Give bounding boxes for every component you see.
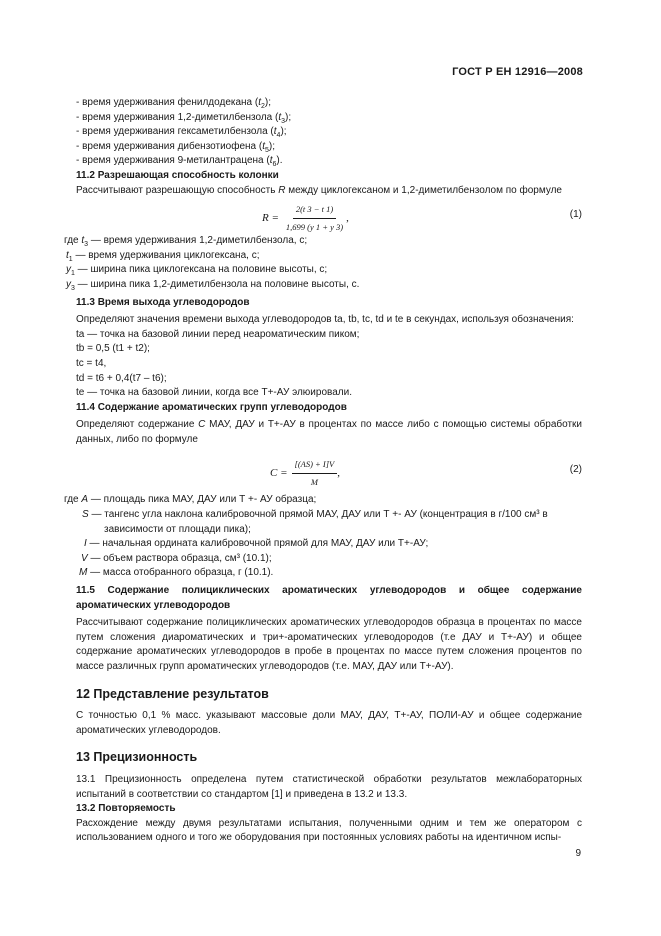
- page-content: [62, 96, 582, 846]
- formula-lhs: C =: [270, 467, 288, 480]
- var: y: [66, 278, 71, 290]
- var: t: [278, 111, 282, 123]
- where-text: — время удерживания 1,2-диметилбензола, с;: [88, 235, 308, 247]
- section-13-2-title: 13.2 Повторяемость: [76, 803, 176, 815]
- where-text: — объем раствора образца, см³ (10.1);: [87, 552, 272, 564]
- var: R: [278, 184, 286, 196]
- var: t: [269, 155, 273, 167]
- formula-2-expression: [270, 457, 340, 489]
- where-item: [62, 508, 582, 523]
- section-13-2-body: Расхождение между двумя результатами испытания, полученными одним и тем же оператором с использованием одного и того же оборудования при постоянных условиях работы на идентичном испы-: [76, 817, 582, 844]
- var: t: [258, 97, 262, 108]
- section-13-title: 13 Прецизионность: [76, 750, 198, 765]
- var-sub: 1: [68, 255, 73, 263]
- list-item-text: - время удерживания 1,2-диметилбензола (: [76, 111, 279, 123]
- where-item: [62, 552, 582, 567]
- fraction-numerator: 2(t 3 − t 1): [293, 202, 336, 219]
- var-sub: 4: [276, 132, 281, 140]
- formula-tail: ,: [337, 467, 340, 480]
- where-text: — ширина пика циклогексана на половине высоты, с;: [74, 264, 328, 276]
- doc-code-header: ГОСТ Р ЕН 12916—2008: [452, 66, 583, 78]
- section-11-5-body: Рассчитывают содержание полициклических ароматических углеводородов образца в процентах по массе путем сложения диароматических и три+-ароматических углеводородов (т.е ДАУ и Т+-АУ) и общее содержание ароматических углеводородов в пробе в процентах по массе путем сложения процентов по массе различных групп ароматических углеводородов (т.е. МАУ, ДАУ или Т+-АУ).: [76, 617, 582, 672]
- where-text: — ширина пика 1,2-диметилбензола на половине высоты, с.: [74, 278, 360, 290]
- list-item: ta — точка на базовой линии перед неароматическим пиком;: [76, 328, 360, 340]
- formula-2: [62, 457, 582, 488]
- section-12-body: С точностью 0,1 % масс. указывают массовые доли МАУ, ДАУ, Т+-АУ, ПОЛИ-АУ и общее содержание ароматических углеводородов.: [76, 710, 582, 736]
- where-prefix: где: [64, 235, 82, 247]
- where-list-2: [62, 493, 582, 581]
- retention-list: [62, 96, 582, 169]
- list-item: te — точка на базовой линии, когда все Т+-АУ элюировали.: [76, 387, 352, 399]
- list-item-tail: );: [268, 140, 276, 152]
- var-sub: 2: [261, 103, 265, 110]
- var-sub: 1: [71, 270, 75, 278]
- list-item-tail: );: [264, 97, 272, 108]
- section-11-3-title: 11.3 Время выхода углеводородов: [76, 296, 250, 308]
- list-item: tc = t4,: [76, 357, 107, 369]
- var-sub: 3: [84, 241, 89, 249]
- list-item-text: - время удерживания дибензотиофена (: [76, 140, 263, 152]
- list-item-tail: );: [280, 126, 287, 138]
- equation-number: (2): [569, 464, 582, 476]
- list-item-text: - время удерживания гексаметилбензола (: [76, 126, 274, 138]
- var: t: [66, 249, 69, 261]
- var: t: [273, 126, 277, 138]
- list-item: [62, 111, 582, 126]
- fraction-denominator: 1,699 (y 1 + y 3): [285, 221, 344, 232]
- section-12-title: 12 Представление результатов: [76, 686, 269, 701]
- intro-text: Рассчитывают разрешающую способность: [76, 184, 279, 196]
- var: y: [66, 264, 71, 276]
- list-item-text: - время удерживания фенилдодекана (: [76, 97, 259, 108]
- list-item: td = t6 + 0,4(t7 – t6);: [76, 372, 167, 384]
- where-item: [62, 278, 582, 293]
- where-item: [62, 263, 582, 278]
- where-item-continuation: зависимости от площади пика);: [104, 523, 251, 535]
- var: t: [81, 235, 85, 247]
- time-definitions: [62, 328, 582, 401]
- equation-number: (1): [569, 209, 582, 221]
- formula-1: [62, 202, 582, 230]
- list-item-tail: ).: [276, 155, 283, 167]
- fraction-numerator: [(AS) + I]V: [292, 457, 338, 474]
- var-sub: 3: [71, 284, 75, 292]
- section-11-4-intro: [62, 418, 582, 447]
- list-item: [62, 125, 582, 140]
- var: I: [84, 538, 87, 550]
- var: A: [81, 494, 89, 506]
- formula-1-expression: [262, 202, 349, 234]
- list-item: [62, 154, 582, 169]
- section-13-1-body: 13.1 Прецизионность определена путем статистической обработки результатов межлабораторных испытаний в соответствии со стандартом [1] и приведена в 13.2 и 13.3.: [76, 773, 582, 800]
- where-text: — площадь пика МАУ, ДАУ или Т +- АУ образца;: [88, 494, 317, 506]
- list-item: tb = 0,5 (t1 + t2);: [76, 343, 150, 355]
- section-11-2-title: 11.2 Разрешающая способность колонки: [76, 169, 279, 181]
- page-number: 9: [575, 848, 581, 859]
- list-item-tail: );: [285, 111, 292, 123]
- intro-text: МАУ, ДАУ и Т+-АУ в процентах по массе либо с помощью системы обработки данных, либо по формуле: [76, 419, 582, 445]
- section-11-5-title: 11.5 Содержание полициклических ароматических углеводородов и общее содержание ароматических углеводородов: [76, 585, 582, 611]
- section-11-3-intro: Определяют значения времени выхода углеводородов ta, tb, tc, td и te в секундах, используя обозначения:: [76, 314, 574, 326]
- where-prefix: где: [64, 494, 82, 506]
- formula-tail: ,: [346, 211, 349, 224]
- formula-lhs: R =: [262, 211, 279, 224]
- var: V: [81, 552, 88, 564]
- where-text: — время удерживания циклогексана, с;: [72, 249, 260, 261]
- fraction: [292, 457, 338, 489]
- var: C: [198, 419, 206, 431]
- fraction: [283, 202, 346, 234]
- section-11-2-intro: [62, 184, 582, 199]
- where-item: [62, 234, 582, 249]
- var-sub: 3: [281, 117, 286, 125]
- list-item: [62, 140, 582, 155]
- where-item: [62, 537, 582, 552]
- where-item: [62, 493, 582, 508]
- where-item: [62, 566, 582, 581]
- var-sub: 5: [265, 146, 269, 154]
- section-11-4-title: 11.4 Содержание ароматических групп углеводородов: [76, 401, 347, 413]
- list-item: [62, 96, 582, 111]
- where-text: — начальная ордината калибровочной прямой для МАУ, ДАУ или Т+-АУ;: [86, 538, 429, 550]
- fraction-denominator: M: [310, 477, 318, 488]
- intro-text: Определяют содержание: [76, 419, 199, 431]
- where-item: [62, 249, 582, 264]
- var: M: [79, 567, 88, 579]
- var: S: [82, 509, 89, 521]
- intro-text: между циклогексаном и 1,2-диметилбензолом по формуле: [285, 184, 562, 196]
- where-text: — тангенс угла наклона калибровочной прямой МАУ, ДАУ или Т +- АУ (концентрация в г/100 см³ в: [88, 509, 548, 521]
- where-list-1: [62, 234, 582, 292]
- var: t: [262, 140, 266, 152]
- where-text: — масса отобранного образца, г (10.1).: [87, 567, 274, 579]
- var-sub: 6: [272, 161, 277, 169]
- list-item-text: - время удерживания 9-метилантрацена (: [76, 155, 270, 167]
